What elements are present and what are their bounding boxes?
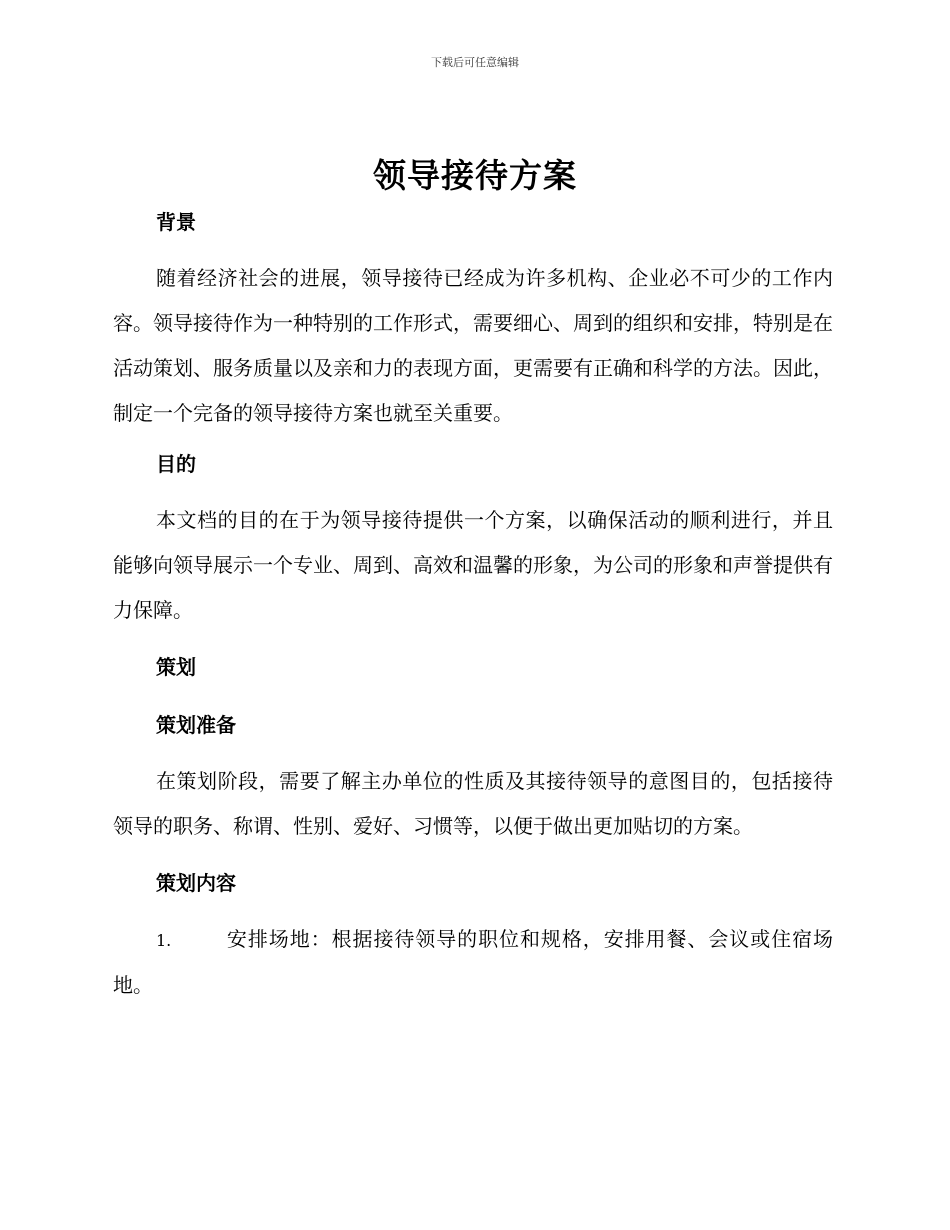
section-heading-planning-content: 策划内容: [156, 871, 236, 895]
header-note: 下载后可任意编辑: [431, 56, 519, 69]
section-heading-planning: 策划: [156, 655, 196, 679]
list-item-text: 安排场地：根据接待领导的职位和规格，安排用餐、会议或住宿场地。: [113, 927, 833, 997]
document-title: 领导接待方案: [373, 156, 577, 195]
section-text-purpose: 本文档的目的在于为领导接待提供一个方案，以确保活动的顺利进行，并且能够向领导展示一个专业、周到、高效和温馨的形象，为公司的形象和声誉提供有力保障。: [113, 508, 833, 622]
section-heading-background: 背景: [156, 210, 196, 234]
list-item: [113, 917, 833, 1008]
section-heading-planning-prep: 策划准备: [156, 713, 236, 737]
section-text-planning-prep: 在策划阶段，需要了解主办单位的性质及其接待领导的意图目的，包括接待领导的职务、称谓、性别、爱好、习惯等，以便于做出更加贴切的方案。: [113, 769, 833, 838]
section-heading-purpose: 目的: [156, 452, 196, 476]
section-text-background: 随着经济社会的进展，领导接待已经成为许多机构、企业必不可少的工作内容。领导接待作为一种特别的工作形式，需要细心、周到的组织和安排，特别是在活动策划、服务质量以及亲和力的表现方面，更需要有正确和科学的方法。因此，制定一个完备的领导接待方案也就至关重要。: [113, 266, 833, 425]
list-item-number: 1.: [156, 931, 172, 950]
document-body: [113, 200, 833, 1008]
